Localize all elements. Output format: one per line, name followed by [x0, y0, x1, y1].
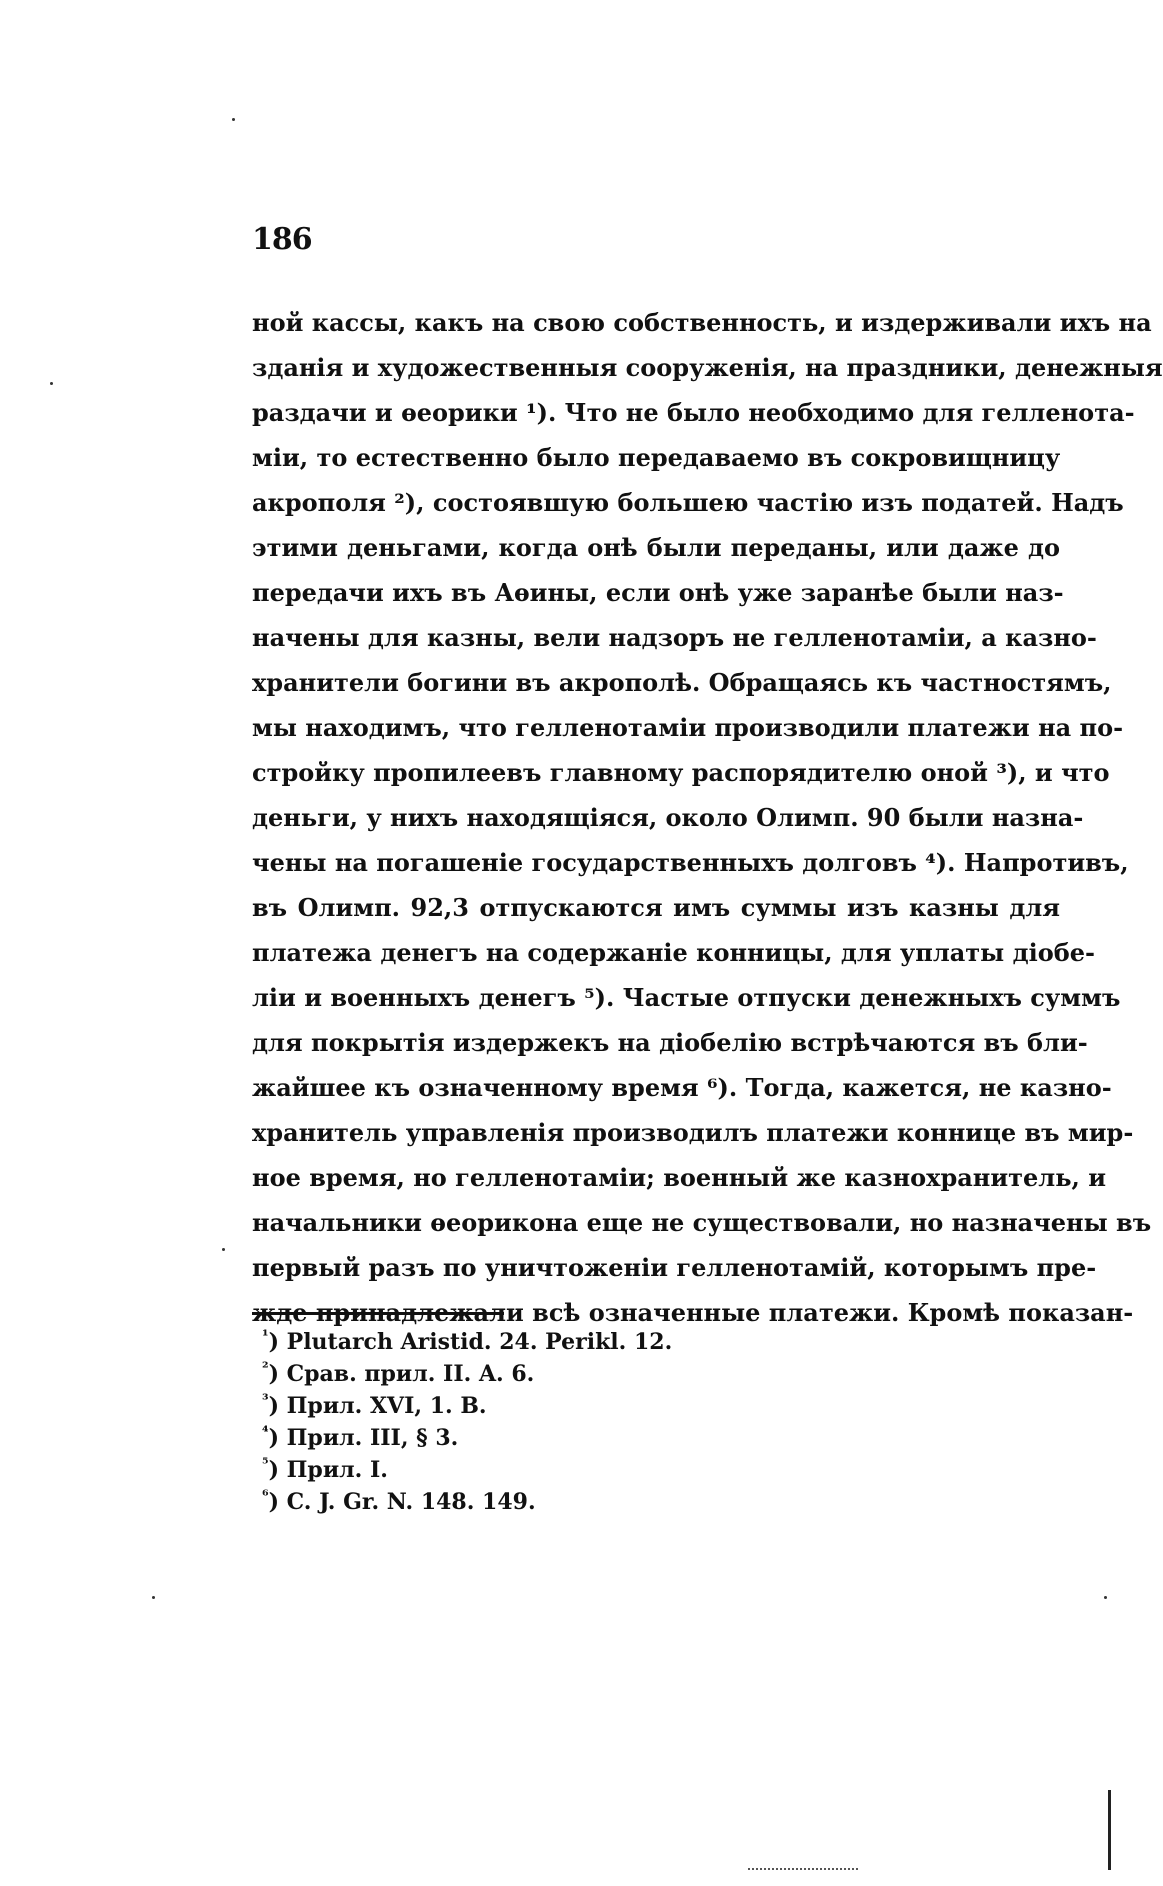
page-number: 186: [252, 222, 312, 257]
scan-speck: [222, 1248, 225, 1251]
footnote: $^{^6}$) C. J. Gr. N. 148. 149.: [262, 1486, 536, 1515]
scan-speck: [50, 382, 53, 385]
footnote-mark: ¹: [262, 1326, 269, 1345]
text-line: передачи ихъ въ Аѳины, если онѣ уже заранѣе были наз-: [252, 578, 1064, 607]
text-line: акрополя ²), состоявшую большею частію изъ податей. Надъ: [252, 488, 1124, 517]
text-line: деньги, у нихъ находящіяся, около Олимп. 90 были назна-: [252, 803, 1084, 832]
text-line: зданія и художественныя сооруженія, на праздники, денежныя: [252, 353, 1163, 382]
footnote: $^{^3}$) Прил. XVI, 1. B.: [262, 1390, 487, 1419]
footnote: $^{^5}$) Прил. I.: [262, 1454, 388, 1483]
text-line: ное время, но гелленотаміи; военный же казнохранитель, и: [252, 1163, 1107, 1192]
text-line: хранитель управленія производилъ платежи коннице въ мир-: [252, 1118, 1134, 1147]
footnote: $^{^1}$) Plutarch Aristid. 24. Perikl. 12.: [262, 1326, 673, 1355]
scan-edge-mark: [1108, 1790, 1111, 1870]
text-line: стройку пропилеевъ главному распорядителю оной ³), и что: [252, 758, 1110, 787]
footnote-text: Срав. прил. II. A. 6.: [286, 1361, 535, 1387]
footnote-mark: ³: [262, 1390, 269, 1409]
footnote-text: Прил. XVI, 1. B.: [286, 1393, 487, 1419]
text-line: ліи и военныхъ денегъ ⁵). Частые отпуски денежныхъ суммъ: [252, 983, 1121, 1012]
footnote: $^{^2}$) Срав. прил. II. A. 6.: [262, 1358, 535, 1387]
footnote-mark: ⁴: [262, 1422, 269, 1441]
text-line: этими деньгами, когда онѣ были переданы, или даже до: [252, 533, 1060, 562]
footnote-mark: ⁵: [262, 1454, 269, 1473]
footnotes: [262, 1326, 672, 1518]
footnote-divider: [252, 1312, 504, 1315]
scan-speck: [152, 1596, 155, 1599]
text-line: первый разъ по уничтоженіи гелленотамій, которымъ пре-: [252, 1253, 1097, 1282]
scan-edge-dots: [748, 1868, 858, 1870]
footnote-mark: ²: [262, 1358, 269, 1377]
scan-speck: [1104, 1596, 1107, 1599]
footnote-text: Прил. III, § 3.: [286, 1425, 459, 1451]
text-line: начальники ѳеорикона еще не существовали, но назначены въ: [252, 1208, 1152, 1237]
scan-speck: [232, 118, 235, 121]
footnote-mark: ⁶: [262, 1486, 269, 1505]
footnote: $^{^4}$) Прил. III, § 3.: [262, 1422, 459, 1451]
text-line: мы находимъ, что гелленотаміи производили платежи на по-: [252, 713, 1124, 742]
text-line: хранители богини въ акрополѣ. Обращаясь къ частностямъ,: [252, 668, 1112, 697]
text-line: въ Олимп. 92,3 отпускаются имъ суммы изъ казны для: [252, 893, 1060, 922]
text-line: жде принадлежали всѣ означенные платежи. Кромѣ показан-: [252, 1298, 1134, 1327]
footnote-text: C. J. Gr. N. 148. 149.: [286, 1489, 536, 1515]
text-line: міи, то естественно было передаваемо въ сокровищницу: [252, 443, 1061, 472]
body-text: [252, 300, 1163, 1335]
text-line: жайшее къ означенному время ⁶). Тогда, кажется, не казно-: [252, 1073, 1112, 1102]
text-line: платежа денегъ на содержаніе конницы, для уплаты діобе-: [252, 938, 1095, 967]
text-line: для покрытія издержекъ на діобелію встрѣчаются въ бли-: [252, 1028, 1088, 1057]
text-line: ной кассы, какъ на свою собственность, и издерживали ихъ на: [252, 308, 1152, 337]
footnote-text: Прил. I.: [286, 1457, 388, 1483]
footnote-text: Plutarch Aristid. 24. Perikl. 12.: [286, 1329, 673, 1355]
text-line: чены на погашеніе государственныхъ долговъ ⁴). Напротивъ,: [252, 848, 1129, 877]
text-line: раздачи и ѳеорики ¹). Что не было необходимо для гелленота-: [252, 398, 1135, 427]
text-line: начены для казны, вели надзоръ не гелленотаміи, а казно-: [252, 623, 1097, 652]
